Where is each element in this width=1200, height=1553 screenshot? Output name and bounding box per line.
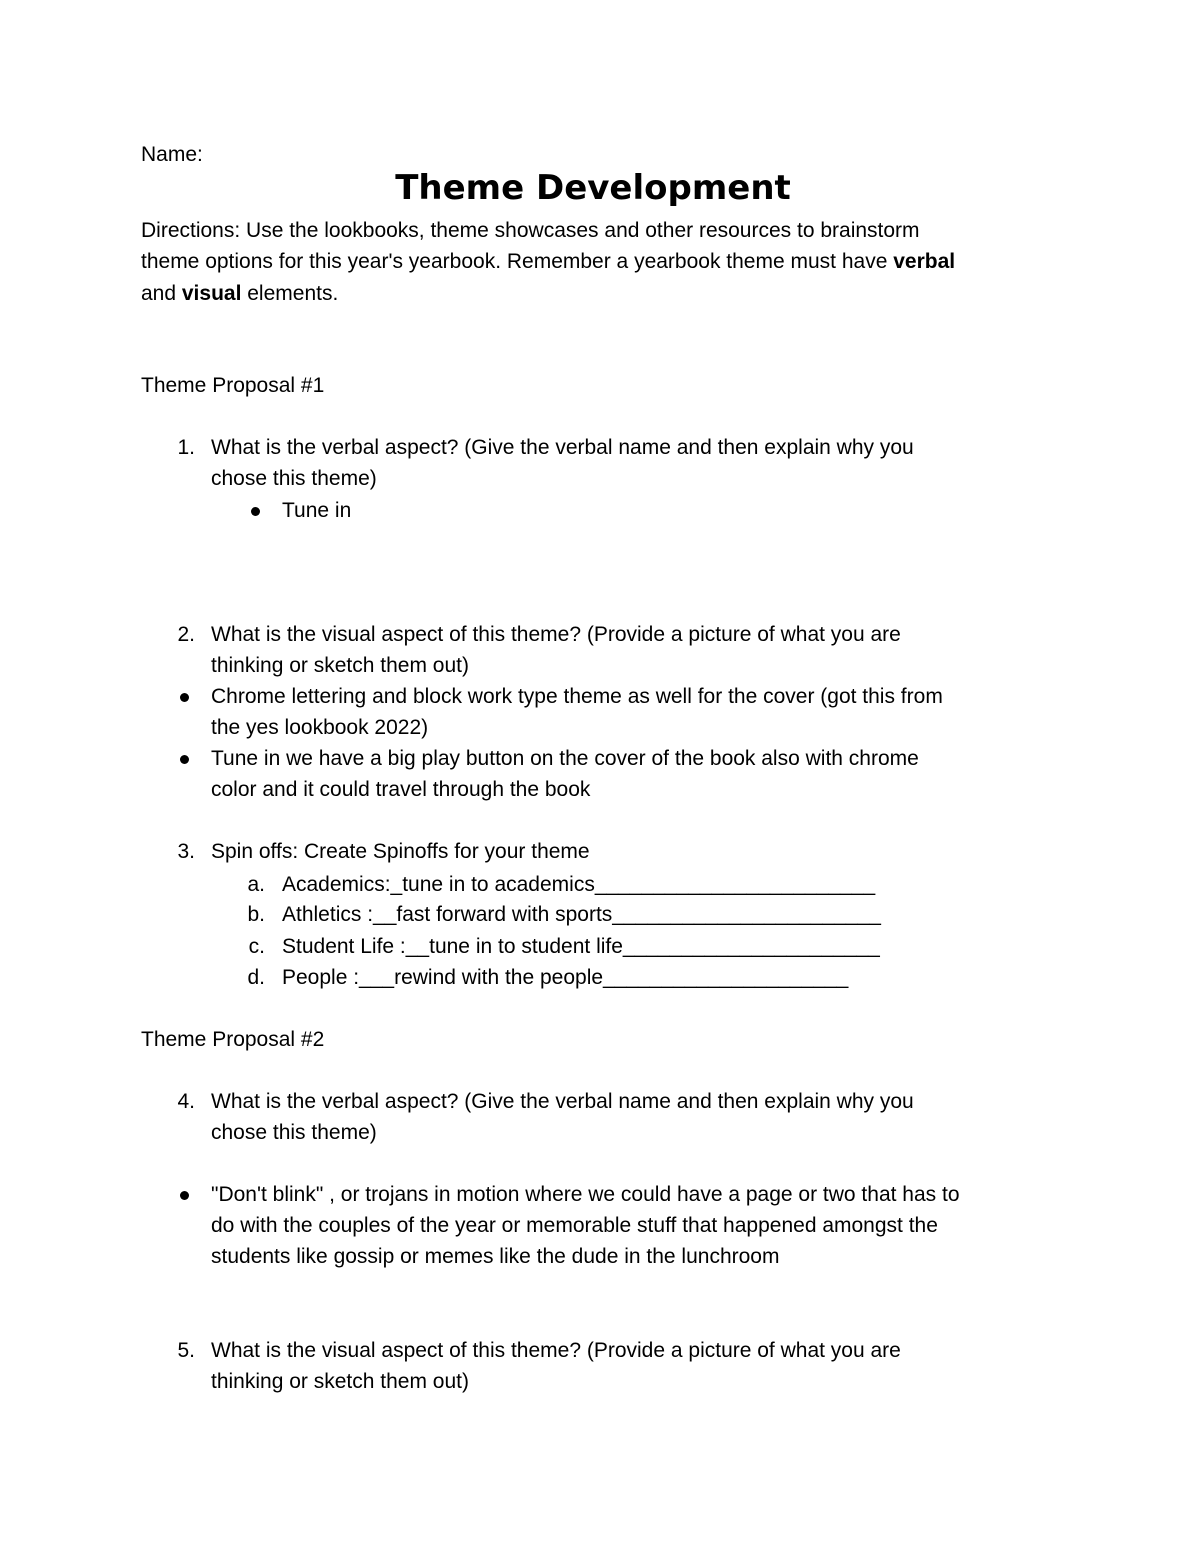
question-number: 3. xyxy=(177,840,195,863)
bullet-icon xyxy=(180,1191,189,1200)
bullet-icon xyxy=(180,755,189,764)
question-2-answer-1-line-2: the yes lookbook 2022) xyxy=(211,716,429,739)
directions-bold-verbal: verbal xyxy=(893,250,956,273)
bullet-icon xyxy=(251,507,260,516)
spinoff-academics: Academics:_tune in to academics________________________ xyxy=(282,873,876,896)
question-5-line-1: What is the visual aspect of this theme? (Provide a picture of what you are xyxy=(211,1339,901,1362)
directions-line-2 xyxy=(141,250,955,274)
question-number: 1. xyxy=(177,436,195,459)
question-2-line-1: What is the visual aspect of this theme? (Provide a picture of what you are xyxy=(211,623,901,646)
question-2-line-2: thinking or sketch them out) xyxy=(211,654,469,677)
spinoff-letter: a. xyxy=(247,873,265,896)
directions-bold-visual: visual xyxy=(181,282,242,305)
question-4-line-2: chose this theme) xyxy=(211,1121,377,1144)
question-4-answer-line-1: "Don't blink" , or trojans in motion where we could have a page or two that has to xyxy=(211,1183,960,1206)
directions-line-3 xyxy=(141,282,338,306)
question-1-line-1: What is the verbal aspect? (Give the verbal name and then explain why you xyxy=(211,436,914,459)
question-1-line-2: chose this theme) xyxy=(211,467,377,490)
spinoff-letter: c. xyxy=(248,935,265,958)
question-number: 5. xyxy=(177,1339,195,1362)
spinoff-letter: d. xyxy=(247,966,265,989)
spinoff-athletics: Athletics :__fast forward with sports_______________________ xyxy=(282,903,881,926)
spinoff-student-life: Student Life :__tune in to student life______________________ xyxy=(282,935,880,958)
name-label: Name: xyxy=(141,143,203,166)
question-number: 2. xyxy=(177,623,195,646)
page-title: Theme Development xyxy=(395,168,791,208)
question-number: 4. xyxy=(177,1090,195,1113)
question-4-answer-line-2: do with the couples of the year or memorable stuff that happened amongst the xyxy=(211,1214,938,1237)
directions-text: elements. xyxy=(241,282,339,305)
bullet-icon xyxy=(180,693,189,702)
question-5-line-2: thinking or sketch them out) xyxy=(211,1370,469,1393)
question-2-answer-2-line-1: Tune in we have a big play button on the cover of the book also with chrome xyxy=(211,747,919,770)
question-2-answer-2-line-2: color and it could travel through the book xyxy=(211,778,591,801)
directions-text: theme options for this year's yearbook. Remember a yearbook theme must have xyxy=(141,250,894,273)
spinoff-people: People :___rewind with the people_____________________ xyxy=(282,966,849,989)
question-4-answer-line-3: students like gossip or memes like the dude in the lunchroom xyxy=(211,1245,780,1268)
question-1-answer: Tune in xyxy=(282,499,352,522)
question-3-line-1: Spin offs: Create Spinoffs for your theme xyxy=(211,840,590,863)
spinoff-letter: b. xyxy=(247,903,265,926)
proposal-1-heading: Theme Proposal #1 xyxy=(141,374,325,397)
directions-line-1: Directions: Use the lookbooks, theme showcases and other resources to brainstorm xyxy=(141,219,920,242)
question-4-line-1: What is the verbal aspect? (Give the verbal name and then explain why you xyxy=(211,1090,914,1113)
directions-text: and xyxy=(141,282,182,305)
question-2-answer-1-line-1: Chrome lettering and block work type theme as well for the cover (got this from xyxy=(211,685,943,708)
proposal-2-heading: Theme Proposal #2 xyxy=(141,1028,325,1051)
